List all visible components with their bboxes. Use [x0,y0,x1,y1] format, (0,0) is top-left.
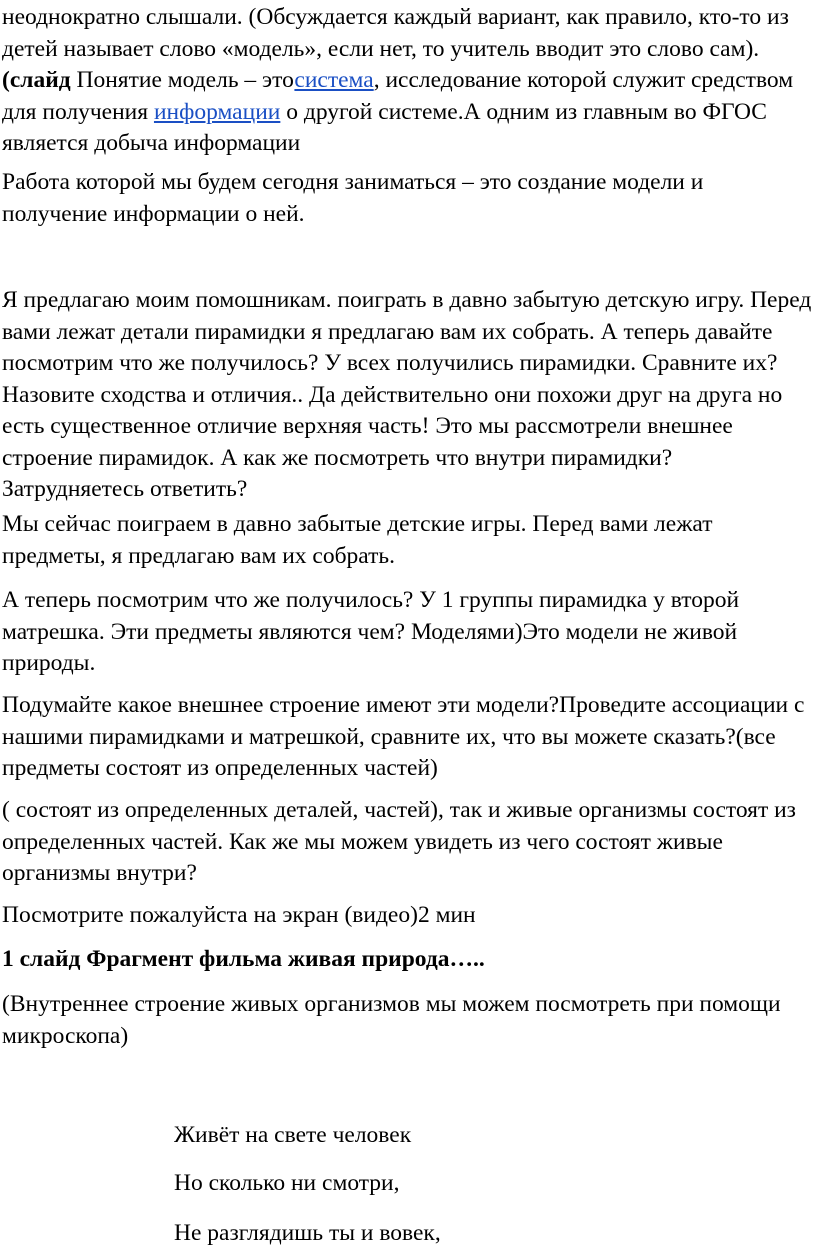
paragraph-pyramid-game: Я предлагаю моим помошникам. поиграть в давно забытую детскую игру. Перед вами лежат детали пирамидки я предлагаю вам их собрать. А теперь давайте посмотрим что же получилось? У всех получились пирамидки. Сравните их?Назовите сходства и отличия.. Да действительно они похожи друг на друга но есть существенное отличие верхняя часть! Это мы рассмотрели внешнее строение пирамидок. А как же посмотреть что внутри пирамидки? Затрудняетесь ответить? [2,287,812,502]
paragraph-work-today: Работа которой мы будем сегодня заниматься – это создание модели и получение информации о ней. [2,169,704,227]
paragraph-external-structure: Подумайте какое внешнее строение имеют эти модели?Проведите ассоциации с нашими пирамидками и матрешкой, сравните их, что вы можете сказать?(все предметы состоят из определенных частей) [2,692,805,781]
link-sistema[interactable]: система [294,67,374,93]
poem-line-2: Но сколько ни смотри, [174,1170,400,1196]
text-research: , исследование которой служит средством для получения [2,67,794,125]
poem-line-3: Не разглядишь ты и вовек, [174,1220,441,1246]
paragraph-microscope: (Внутреннее строение живых организмов мы можем посмотреть при помощи микроскопа) [2,991,781,1049]
paragraph-parts: ( состоят из определенных деталей, частей), так и живые организмы состоят из определенных частей. Как же мы можем увидеть из чего состоят живые организмы внутри? [2,797,796,886]
poem-line-1: Живёт на свете человек [174,1122,412,1148]
paragraph-models-result: А теперь посмотрим что же получилось? У 1 группы пирамидка у второй матрешка. Эти предметы являются чем? Моделями)Это модели не живой природы. [2,587,740,676]
paragraph-model-definition [2,2,814,160]
link-informatsii[interactable]: информации [153,98,281,125]
paragraph-slide-fragment [2,944,814,976]
paragraph-forgotten-games: Мы сейчас поиграем в давно забытые детские игры. Перед вами лежат предметы, я предлагаю вам их собрать. [2,511,713,569]
slide-fragment-title: 1 слайд Фрагмент фильма живая природа….. [2,946,485,972]
text-model-concept: Понятие модель – это [70,67,295,93]
paragraph-watch-video: Посмотрите пожалуйста на экран (видео)2 мин [2,902,476,928]
text-intro: неоднократно слышали. (Обсуждается каждый вариант, как правило, кто-то из детей называет слово «модель», если нет, то учитель вводит это слово сам). [2,4,789,62]
slide-marker: (слайд [2,67,71,93]
text-fgos: о другой системе.А одним из главным во ФГОС является добыча информации [2,98,767,156]
